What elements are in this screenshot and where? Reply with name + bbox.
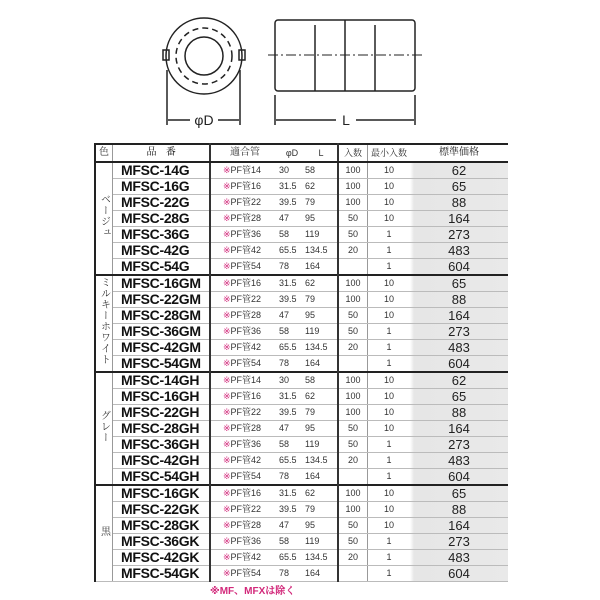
length-cell: 95 <box>305 518 338 534</box>
table-row <box>95 534 508 550</box>
note-mark: ※ <box>223 391 231 401</box>
pipe-text: PF管16 <box>230 391 262 401</box>
price-cell: 88 <box>410 405 508 421</box>
part-number-cell: MFSC-36GK <box>113 534 211 550</box>
count-cell <box>338 566 368 582</box>
part-number-cell: MFSC-28G <box>113 211 211 227</box>
length-cell: 95 <box>305 308 338 324</box>
price-cell: 604 <box>410 469 508 486</box>
pipe-cell <box>210 518 279 534</box>
length-cell: 79 <box>305 292 338 308</box>
header-count: 入数 <box>338 144 368 162</box>
length-cell: 119 <box>305 227 338 243</box>
note-mark: ※ <box>223 342 231 352</box>
count-cell: 50 <box>338 437 368 453</box>
table-row <box>95 275 508 292</box>
length-cell: 119 <box>305 534 338 550</box>
table-body <box>95 162 508 582</box>
table-row <box>95 179 508 195</box>
pipe-text: PF管28 <box>230 213 262 223</box>
diameter-cell: 30 <box>279 372 305 389</box>
header-d: φD <box>279 144 305 162</box>
diameter-cell: 58 <box>279 534 305 550</box>
table-row <box>95 518 508 534</box>
part-number-cell: MFSC-36GH <box>113 437 211 453</box>
part-number-cell: MFSC-54G <box>113 259 211 276</box>
header-part: 品 番 <box>113 144 211 162</box>
price-cell: 604 <box>410 566 508 582</box>
count-cell: 100 <box>338 162 368 179</box>
note-mark: ※ <box>223 294 231 304</box>
note-mark: ※ <box>223 310 231 320</box>
price-cell: 88 <box>410 502 508 518</box>
pipe-text: PF管22 <box>230 504 262 514</box>
min-count-cell: 10 <box>368 502 411 518</box>
diameter-cell: 31.5 <box>279 389 305 405</box>
note-mark: ※ <box>223 197 231 207</box>
product-table <box>94 143 508 582</box>
part-number-cell: MFSC-16GM <box>113 275 211 292</box>
min-count-cell: 10 <box>368 179 411 195</box>
price-cell: 273 <box>410 324 508 340</box>
pipe-cell <box>210 453 279 469</box>
count-cell: 100 <box>338 502 368 518</box>
diameter-cell: 78 <box>279 566 305 582</box>
diameter-label: φD <box>194 112 214 128</box>
pipe-cell <box>210 211 279 227</box>
diameter-cell: 65.5 <box>279 243 305 259</box>
pipe-text: PF管36 <box>230 229 262 239</box>
length-cell: 134.5 <box>305 243 338 259</box>
note-mark: ※ <box>223 165 231 175</box>
diameter-cell: 39.5 <box>279 405 305 421</box>
header-pipe: 適合管 <box>210 144 279 162</box>
count-cell: 100 <box>338 372 368 389</box>
table-row <box>95 162 508 179</box>
length-cell: 79 <box>305 195 338 211</box>
min-count-cell: 1 <box>368 340 411 356</box>
pipe-cell <box>210 292 279 308</box>
price-cell: 164 <box>410 308 508 324</box>
table-row <box>95 324 508 340</box>
part-number-cell: MFSC-54GH <box>113 469 211 486</box>
min-count-cell: 1 <box>368 324 411 340</box>
count-cell: 100 <box>338 405 368 421</box>
pipe-cell <box>210 372 279 389</box>
pipe-cell <box>210 324 279 340</box>
min-count-cell: 1 <box>368 566 411 582</box>
part-number-cell: MFSC-28GK <box>113 518 211 534</box>
pipe-text: PF管42 <box>230 245 262 255</box>
note-mark: ※ <box>223 358 231 368</box>
part-number-cell: MFSC-42GM <box>113 340 211 356</box>
count-cell: 50 <box>338 211 368 227</box>
part-number-cell: MFSC-28GH <box>113 421 211 437</box>
table-row <box>95 453 508 469</box>
pipe-text: PF管14 <box>230 375 262 385</box>
count-cell <box>338 469 368 486</box>
table-row <box>95 356 508 373</box>
pipe-text: PF管36 <box>230 326 262 336</box>
pipe-cell <box>210 389 279 405</box>
diameter-cell: 78 <box>279 356 305 373</box>
count-cell: 50 <box>338 534 368 550</box>
pipe-cell <box>210 469 279 486</box>
part-number-cell: MFSC-16G <box>113 179 211 195</box>
length-cell: 134.5 <box>305 453 338 469</box>
count-cell: 20 <box>338 550 368 566</box>
diameter-cell: 30 <box>279 162 305 179</box>
table-row <box>95 211 508 227</box>
count-cell: 100 <box>338 275 368 292</box>
count-cell: 20 <box>338 453 368 469</box>
pipe-cell <box>210 259 279 276</box>
length-cell: 164 <box>305 469 338 486</box>
price-cell: 65 <box>410 485 508 502</box>
length-cell: 134.5 <box>305 340 338 356</box>
pipe-text: PF管36 <box>230 439 262 449</box>
note-mark: ※ <box>223 181 231 191</box>
pipe-text: PF管42 <box>230 342 262 352</box>
table-row <box>95 340 508 356</box>
color-group <box>95 372 113 485</box>
color-label: 黒 <box>98 525 110 537</box>
length-cell: 119 <box>305 324 338 340</box>
note-mark: ※ <box>223 552 231 562</box>
price-cell: 483 <box>410 243 508 259</box>
price-cell: 483 <box>410 550 508 566</box>
count-cell: 50 <box>338 421 368 437</box>
count-cell: 50 <box>338 308 368 324</box>
pipe-text: PF管22 <box>230 197 262 207</box>
diameter-cell: 65.5 <box>279 453 305 469</box>
count-cell: 100 <box>338 179 368 195</box>
part-number-cell: MFSC-22GH <box>113 405 211 421</box>
table-row <box>95 308 508 324</box>
pipe-text: PF管16 <box>230 181 262 191</box>
pipe-cell <box>210 162 279 179</box>
diameter-cell: 58 <box>279 437 305 453</box>
diameter-cell: 65.5 <box>279 550 305 566</box>
min-count-cell: 10 <box>368 162 411 179</box>
table-row <box>95 195 508 211</box>
part-number-cell: MFSC-54GK <box>113 566 211 582</box>
table-row <box>95 502 508 518</box>
min-count-cell: 10 <box>368 389 411 405</box>
part-number-cell: MFSC-36G <box>113 227 211 243</box>
count-cell: 50 <box>338 518 368 534</box>
price-cell: 483 <box>410 340 508 356</box>
part-number-cell: MFSC-22GK <box>113 502 211 518</box>
part-number-cell: MFSC-54GM <box>113 356 211 373</box>
price-cell: 62 <box>410 162 508 179</box>
min-count-cell: 1 <box>368 227 411 243</box>
pipe-text: PF管36 <box>230 536 262 546</box>
table-row <box>95 469 508 486</box>
pipe-cell <box>210 340 279 356</box>
price-cell: 604 <box>410 356 508 373</box>
table-row <box>95 421 508 437</box>
pipe-text: PF管16 <box>230 488 262 498</box>
price-cell: 88 <box>410 195 508 211</box>
header-price: 標準価格 <box>410 144 508 162</box>
part-number-cell: MFSC-16GK <box>113 485 211 502</box>
diameter-cell: 65.5 <box>279 340 305 356</box>
pipe-text: PF管28 <box>230 520 262 530</box>
price-cell: 88 <box>410 292 508 308</box>
pipe-cell <box>210 437 279 453</box>
count-cell: 100 <box>338 292 368 308</box>
min-count-cell: 1 <box>368 259 411 276</box>
table-row <box>95 227 508 243</box>
table-row <box>95 437 508 453</box>
length-cell: 119 <box>305 437 338 453</box>
length-label: L <box>342 112 350 128</box>
product-drawing <box>140 0 460 140</box>
length-cell: 95 <box>305 211 338 227</box>
side-view-icon <box>268 20 422 125</box>
diameter-cell: 39.5 <box>279 195 305 211</box>
note-mark: ※ <box>223 261 231 271</box>
part-number-cell: MFSC-36GM <box>113 324 211 340</box>
note-mark: ※ <box>223 439 231 449</box>
length-cell: 62 <box>305 389 338 405</box>
color-group <box>95 162 113 275</box>
length-cell: 62 <box>305 275 338 292</box>
diameter-cell: 31.5 <box>279 275 305 292</box>
note-mark: ※ <box>223 455 231 465</box>
min-count-cell: 1 <box>368 469 411 486</box>
count-cell: 100 <box>338 195 368 211</box>
note-mark: ※ <box>223 375 231 385</box>
price-cell: 65 <box>410 275 508 292</box>
note-mark: ※ <box>223 536 231 546</box>
pipe-cell <box>210 195 279 211</box>
pipe-text: PF管22 <box>230 294 262 304</box>
diameter-cell: 47 <box>279 308 305 324</box>
length-cell: 58 <box>305 162 338 179</box>
note-mark: ※ <box>223 278 231 288</box>
pipe-text: PF管42 <box>230 455 262 465</box>
color-group <box>95 485 113 582</box>
note-mark: ※ <box>223 471 231 481</box>
part-number-cell: MFSC-22G <box>113 195 211 211</box>
color-label: ベージュ <box>98 194 110 238</box>
price-cell: 273 <box>410 227 508 243</box>
price-cell: 65 <box>410 389 508 405</box>
pipe-cell <box>210 566 279 582</box>
diameter-cell: 39.5 <box>279 502 305 518</box>
pipe-cell <box>210 534 279 550</box>
pipe-cell <box>210 179 279 195</box>
length-cell: 95 <box>305 421 338 437</box>
part-number-cell: MFSC-42G <box>113 243 211 259</box>
length-cell: 164 <box>305 259 338 276</box>
color-label: グレー <box>98 409 110 443</box>
length-cell: 58 <box>305 372 338 389</box>
min-count-cell: 10 <box>368 372 411 389</box>
price-cell: 604 <box>410 259 508 276</box>
length-cell: 62 <box>305 485 338 502</box>
price-cell: 62 <box>410 372 508 389</box>
min-count-cell: 10 <box>368 211 411 227</box>
note-mark: ※ <box>223 229 231 239</box>
note-mark: ※ <box>223 520 231 530</box>
diameter-cell: 47 <box>279 211 305 227</box>
count-cell: 100 <box>338 485 368 502</box>
min-count-cell: 10 <box>368 518 411 534</box>
note-mark: ※ <box>223 245 231 255</box>
pipe-cell <box>210 308 279 324</box>
pipe-text: PF管54 <box>230 471 262 481</box>
price-cell: 164 <box>410 518 508 534</box>
length-cell: 164 <box>305 356 338 373</box>
diameter-cell: 31.5 <box>279 485 305 502</box>
pipe-text: PF管42 <box>230 552 262 562</box>
count-cell <box>338 356 368 373</box>
pipe-text: PF管28 <box>230 423 262 433</box>
diameter-cell: 58 <box>279 227 305 243</box>
length-cell: 164 <box>305 566 338 582</box>
diameter-cell: 31.5 <box>279 179 305 195</box>
part-number-cell: MFSC-42GK <box>113 550 211 566</box>
part-number-cell: MFSC-42GH <box>113 453 211 469</box>
min-count-cell: 1 <box>368 550 411 566</box>
pipe-text: PF管22 <box>230 407 262 417</box>
min-count-cell: 1 <box>368 437 411 453</box>
diameter-cell: 39.5 <box>279 292 305 308</box>
length-cell: 62 <box>305 179 338 195</box>
part-number-cell: MFSC-14G <box>113 162 211 179</box>
table-header <box>95 144 508 162</box>
header-color: 色 <box>95 144 113 162</box>
length-cell: 79 <box>305 405 338 421</box>
pipe-cell <box>210 502 279 518</box>
diameter-cell: 47 <box>279 518 305 534</box>
count-cell: 20 <box>338 340 368 356</box>
note-mark: ※ <box>223 213 231 223</box>
diameter-cell: 47 <box>279 421 305 437</box>
table-row <box>95 550 508 566</box>
min-count-cell: 10 <box>368 195 411 211</box>
note-mark: ※ <box>223 423 231 433</box>
table-row <box>95 566 508 582</box>
note-mark: ※ <box>223 568 231 578</box>
count-cell <box>338 259 368 276</box>
min-count-cell: 10 <box>368 485 411 502</box>
length-cell: 134.5 <box>305 550 338 566</box>
count-cell: 100 <box>338 389 368 405</box>
pipe-cell <box>210 550 279 566</box>
min-count-cell: 10 <box>368 405 411 421</box>
header-min-count: 最小入数 <box>368 144 411 162</box>
pipe-cell <box>210 356 279 373</box>
min-count-cell: 1 <box>368 243 411 259</box>
pipe-text: PF管28 <box>230 310 262 320</box>
min-count-cell: 10 <box>368 421 411 437</box>
end-view-icon <box>163 18 245 125</box>
table-row <box>95 259 508 276</box>
count-cell: 50 <box>338 227 368 243</box>
min-count-cell: 10 <box>368 308 411 324</box>
count-cell: 50 <box>338 324 368 340</box>
min-count-cell: 1 <box>368 356 411 373</box>
table-row <box>95 292 508 308</box>
part-number-cell: MFSC-14GH <box>113 372 211 389</box>
header-l: L <box>305 144 338 162</box>
min-count-cell: 10 <box>368 275 411 292</box>
price-cell: 273 <box>410 534 508 550</box>
count-cell: 20 <box>338 243 368 259</box>
pipe-text: PF管54 <box>230 358 262 368</box>
part-number-cell: MFSC-28GM <box>113 308 211 324</box>
pipe-cell <box>210 243 279 259</box>
min-count-cell: 10 <box>368 292 411 308</box>
table-row <box>95 243 508 259</box>
pipe-text: PF管14 <box>230 165 262 175</box>
color-group <box>95 275 113 372</box>
diameter-cell: 78 <box>279 469 305 486</box>
pipe-cell <box>210 485 279 502</box>
note-mark: ※ <box>223 504 231 514</box>
footnote: ※MF、MFXは除く <box>210 586 296 597</box>
price-cell: 164 <box>410 211 508 227</box>
table-row <box>95 485 508 502</box>
part-number-cell: MFSC-22GM <box>113 292 211 308</box>
table-row <box>95 372 508 389</box>
min-count-cell: 1 <box>368 534 411 550</box>
price-cell: 65 <box>410 179 508 195</box>
note-mark: ※ <box>223 488 231 498</box>
min-count-cell: 1 <box>368 453 411 469</box>
pipe-cell <box>210 405 279 421</box>
price-cell: 273 <box>410 437 508 453</box>
price-cell: 483 <box>410 453 508 469</box>
note-mark: ※ <box>223 407 231 417</box>
diameter-cell: 58 <box>279 324 305 340</box>
pipe-cell <box>210 421 279 437</box>
pipe-cell <box>210 227 279 243</box>
pipe-text: PF管54 <box>230 568 262 578</box>
part-number-cell: MFSC-16GH <box>113 389 211 405</box>
note-mark: ※ <box>223 326 231 336</box>
pipe-text: PF管16 <box>230 278 262 288</box>
table-row <box>95 389 508 405</box>
pipe-text: PF管54 <box>230 261 262 271</box>
table-row <box>95 405 508 421</box>
color-label: ミルキーホワイト <box>98 277 110 365</box>
price-cell: 164 <box>410 421 508 437</box>
diameter-cell: 78 <box>279 259 305 276</box>
length-cell: 79 <box>305 502 338 518</box>
pipe-cell <box>210 275 279 292</box>
